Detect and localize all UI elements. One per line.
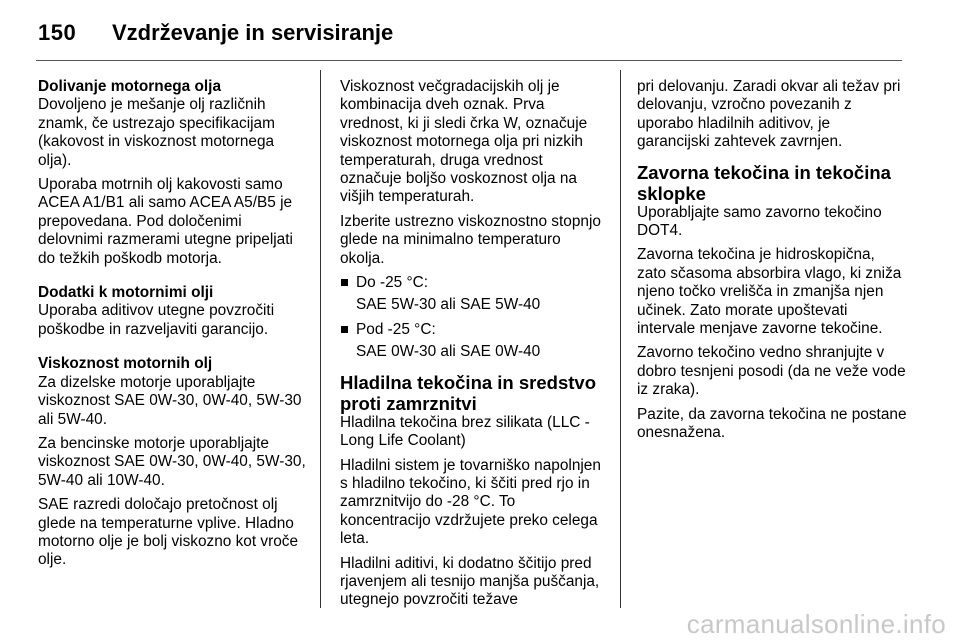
- watermark: carmanualsonline.info: [686, 609, 946, 639]
- viscosity-list: [340, 274, 608, 362]
- section-heading-oil-viscosity: Viskoznost motornih olj: [38, 355, 213, 373]
- list-item-detail: SAE 5W-30 ali SAE 5W-40: [356, 296, 541, 314]
- paragraph: Za dizelske motorje uporabljajte viskoznost SAE 0W-30, 0W-40, 5W-30 ali 5W-40.: [38, 373, 302, 428]
- paragraph: Uporabljajte samo zavorno tekočino DOT4.: [637, 203, 882, 240]
- paragraph: Hladilna tekočina brez silikata (LLC - Long Life Coolant): [340, 413, 590, 450]
- list-item-detail: SAE 0W-30 ali SAE 0W-40: [356, 343, 541, 361]
- page-number: 150: [38, 20, 77, 45]
- section-heading-coolant: Hladilna tekočina in sredstvo proti zamrznitvi: [340, 371, 596, 414]
- paragraph: Izberite ustrezno viskoznostno stopnjo glede na minimalno temperaturo okolja.: [340, 212, 601, 267]
- bullet-square-icon: [341, 279, 348, 286]
- column-divider: [320, 70, 321, 608]
- paragraph: Zavorno tekočino vedno shranjujte v dobro tesnjeni posodi (da ne veže vode iz zraka).: [637, 344, 906, 399]
- paragraph: SAE razredi določajo pretočnost olj glede na temperaturne vplive. Hladno motorno olje je bolj viskozno kot vroče olje.: [38, 496, 299, 569]
- column-3: [637, 78, 907, 449]
- bullet-square-icon: [341, 326, 348, 333]
- paragraph: Za bencinske motorje uporabljajte viskoznost SAE 0W-30, 0W-40, 5W-30, 5W-40 ali 10W-40.: [38, 434, 306, 489]
- paragraph: Hladilni aditivi, ki dodatno ščitijo pred rjavenjem ali tesnijo manjša puščanja, utegnejo povzročiti težave: [340, 554, 600, 609]
- column-1: [38, 78, 310, 576]
- list-item: Pod -25 °C: SAE 0W-30 ali SAE 0W-40: [340, 321, 608, 362]
- paragraph: Uporaba motrnih olj kakovosti samo ACEA A1/B1 ali samo ACEA A5/B5 je prepovedana. Pod določenimi delovnimi razmerami utegne pripeljati do težkih poškodb motorja.: [38, 176, 293, 267]
- paragraph: Viskoznost večgradacijskih olj je kombinacija dveh oznak. Prva vrednost, ki ji sledi črka W, označuje viskoznost motornega olja pri nizkih temperaturah, druga vrednost označuje boljšo voskoznost olja na višjih temperaturah.: [340, 78, 588, 206]
- paragraph: Zavorna tekočina je hidroskopična, zato sčasoma absorbira vlago, ki zniža njeno točko vrelišča in zmanjša njen učinek. Zato morate upoštevati intervale menjave zavorne tekočine.: [637, 246, 902, 338]
- paragraph: Uporaba aditivov utegne povzročiti poškodbe in razveljaviti garancijo.: [38, 302, 275, 338]
- header-divider: [36, 60, 902, 61]
- column-divider: [620, 70, 621, 608]
- section-heading-brake-fluid: Zavorna tekočina in tekočina sklopke: [637, 161, 891, 204]
- paragraph: pri delovanju. Zaradi okvar ali težav pri delovanju, vzročno povezanih z uporabo hladilnih aditivov, je garancijski zahtevek zavrnjen.: [637, 78, 901, 151]
- paragraph: Dovoljeno je mešanje olj različnih znamk, če ustrezajo specifikacijam (kakovost in viskoznost motornega olja).: [38, 96, 275, 169]
- list-item: Do -25 °C: SAE 5W-30 ali SAE 5W-40: [340, 274, 608, 315]
- column-2: [340, 78, 608, 616]
- section-heading-topping-up-oil: Dolivanje motornega olja: [38, 78, 222, 95]
- section-heading-oil-additives: Dodatki k motornimi olji: [38, 284, 214, 302]
- paragraph: Pazite, da zavorna tekočina ne postane onesnažena.: [637, 405, 907, 442]
- paragraph: Hladilni sistem je tovarniško napolnjen s hladilno tekočino, ki ščiti pred rjo in zamrznitvijo do -28 °C. To koncentracijo vzdržujete preko celega leta.: [340, 456, 601, 548]
- page-title: Vzdrževanje in servisiranje: [112, 20, 394, 45]
